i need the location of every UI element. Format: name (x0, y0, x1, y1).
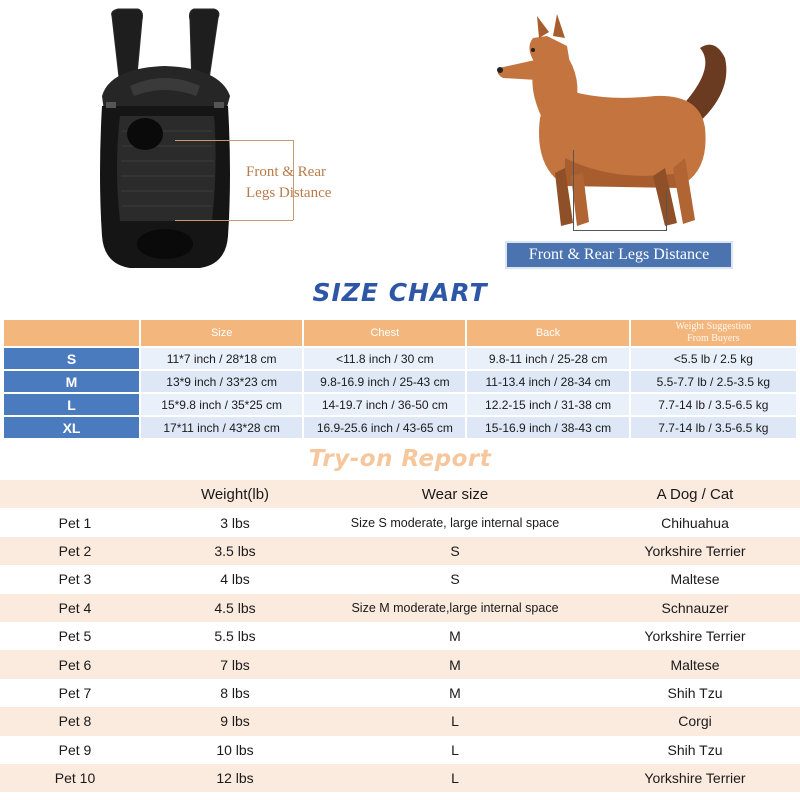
dog-pointer-rear (666, 190, 667, 230)
weight-column-header: Weight(lb) (150, 480, 320, 508)
chest-column-header: Chest (304, 320, 465, 346)
weight-column-header (631, 320, 796, 346)
size-chart-table (2, 318, 798, 440)
weight-value: 7.7-14 lb / 3.5-6.5 kg (631, 394, 796, 415)
wear-size: Size M moderate,large internal space (320, 594, 590, 622)
dog-pointer-front (573, 150, 574, 230)
report-row (0, 736, 800, 764)
report-row (0, 650, 800, 678)
pet-breed: Maltese (670, 571, 720, 588)
pet-weight: 9 lbs (150, 707, 320, 735)
size-chart-title: SIZE CHART (312, 278, 488, 307)
chest-value: <11.8 inch / 30 cm (304, 348, 465, 369)
back-value: 15-16.9 inch / 38-43 cm (467, 417, 628, 438)
pet-weight: 5.5 lbs (214, 628, 256, 645)
weight-value: 5.5-7.7 lb / 2.5-3.5 kg (631, 371, 796, 392)
weight-value: <5.5 lb / 2.5 kg (631, 348, 796, 369)
back-value: 11-13.4 inch / 28-34 cm (467, 371, 628, 392)
weight-header-line-1: Weight Suggestion (675, 321, 752, 332)
pet-weight: 4 lbs (220, 571, 250, 588)
chest-value: 14-19.7 inch / 36-50 cm (304, 394, 465, 415)
pet-breed: Corgi (590, 707, 800, 735)
size-label: XL (4, 417, 139, 438)
pet-name: Pet 10 (0, 764, 150, 792)
report-row (0, 565, 800, 593)
report-row (0, 764, 800, 792)
measure-bracket-bottom (175, 220, 293, 221)
wear-size: S (320, 537, 590, 565)
pet-name: Pet 6 (0, 650, 150, 678)
report-row (0, 508, 800, 536)
pet-name: Pet 4 (0, 594, 150, 622)
dog-legs-distance-caption: Front & Rear Legs Distance (505, 241, 733, 269)
pet-weight: 3.5 lbs (150, 537, 320, 565)
size-label: M (4, 371, 139, 392)
size-dimensions: 11*7 inch / 28*18 cm (141, 348, 302, 369)
size-row-l (4, 394, 796, 415)
size-row-m (4, 371, 796, 392)
back-value: 9.8-11 inch / 25-28 cm (467, 348, 628, 369)
report-row (0, 707, 800, 735)
measure-bracket-top (175, 140, 293, 141)
wear-size: M (449, 628, 461, 645)
wear-size: L (320, 764, 590, 792)
chest-value: 16.9-25.6 inch / 43-65 cm (304, 417, 465, 438)
size-dimensions: 17*11 inch / 43*28 cm (141, 417, 302, 438)
pet-breed: Shih Tzu (667, 741, 723, 758)
wear-size: S (450, 571, 460, 588)
size-label: L (4, 394, 139, 415)
pet-weight: 8 lbs (220, 684, 250, 701)
size-column-header: Size (141, 320, 302, 346)
size-chart-corner-cell (4, 320, 139, 346)
pet-name: Pet 5 (58, 628, 92, 645)
report-header-row (0, 480, 800, 508)
product-illustration (0, 0, 800, 275)
pet-breed: Shih Tzu (667, 684, 723, 701)
report-row (0, 622, 800, 650)
size-row-xl (4, 417, 796, 438)
size-row-s (4, 348, 796, 369)
size-dimensions: 13*9 inch / 33*23 cm (141, 371, 302, 392)
try-on-report-table (0, 480, 800, 792)
label-line-1: Front & Rear (246, 164, 326, 180)
pet-weight: 4.5 lbs (150, 594, 320, 622)
report-row (0, 679, 800, 707)
back-column-header: Back (467, 320, 628, 346)
pet-breed: Yorkshire Terrier (590, 764, 800, 792)
label-line-2: Legs Distance (246, 185, 332, 201)
pet-weight: 7 lbs (150, 650, 320, 678)
pet-name: Pet 3 (58, 571, 92, 588)
pet-name: Pet 2 (0, 537, 150, 565)
size-dimensions: 15*9.8 inch / 35*25 cm (141, 394, 302, 415)
report-row (0, 537, 800, 565)
pet-breed: Chihuahua (661, 514, 729, 531)
wear-size: L (451, 741, 459, 758)
pet-name: Pet 1 (58, 514, 92, 531)
pet-name: Pet 9 (58, 741, 92, 758)
pet-breed: Yorkshire Terrier (644, 628, 746, 645)
wear-size: M (320, 650, 590, 678)
pet-breed: Schnauzer (590, 594, 800, 622)
chest-value: 9.8-16.9 inch / 25-43 cm (304, 371, 465, 392)
try-on-report-title: Try-on Report (308, 446, 492, 472)
pet-weight: 10 lbs (216, 741, 254, 758)
wear-size-column-header: Wear size (320, 480, 590, 508)
pet-carrier-backpack-image (90, 6, 240, 271)
pet-breed: Yorkshire Terrier (590, 537, 800, 565)
backpack-legs-distance-label (246, 162, 331, 204)
pet-weight: 3 lbs (220, 514, 250, 531)
pet-weight: 12 lbs (150, 764, 320, 792)
weight-value: 7.7-14 lb / 3.5-6.5 kg (631, 417, 796, 438)
breed-column-header: A Dog / Cat (590, 480, 800, 508)
pet-name: Pet 8 (0, 707, 150, 735)
size-label: S (4, 348, 139, 369)
wear-size: Size S moderate, large internal space (350, 515, 560, 530)
wear-size: L (320, 707, 590, 735)
dog-illustration (495, 8, 745, 233)
dog-pointer-link (573, 230, 667, 231)
pet-breed: Maltese (590, 650, 800, 678)
report-row (0, 594, 800, 622)
pet-column-header (0, 480, 150, 508)
size-chart-header-row (4, 320, 796, 346)
weight-header-line-2: From Buyers (687, 333, 740, 344)
wear-size: M (449, 684, 461, 701)
pet-name: Pet 7 (58, 684, 92, 701)
back-value: 12.2-15 inch / 31-38 cm (467, 394, 628, 415)
